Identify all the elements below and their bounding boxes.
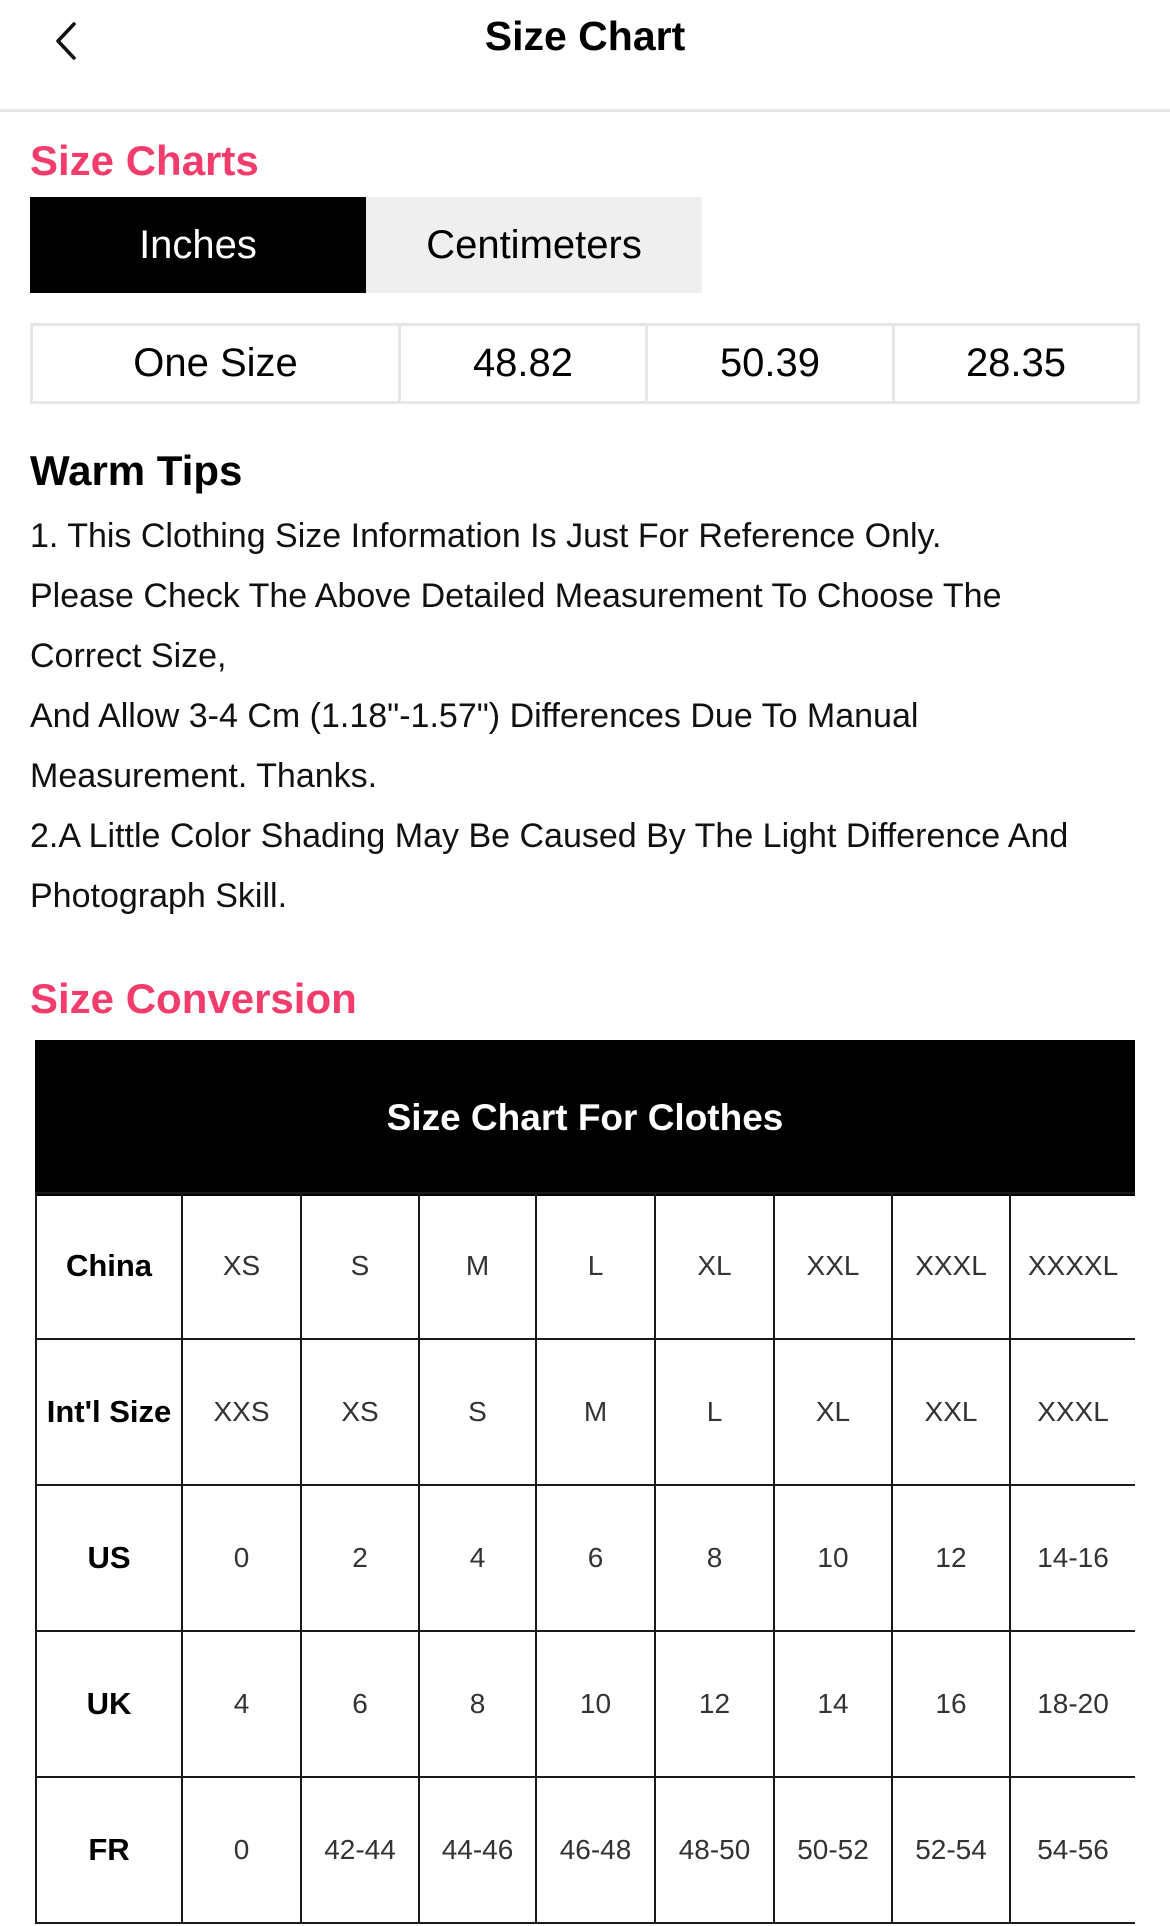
table-cell: XS: [301, 1339, 419, 1485]
page-title: Size Chart: [484, 13, 686, 59]
table-cell: 42-44: [301, 1777, 419, 1923]
table-cell: 2: [301, 1485, 419, 1631]
conversion-table-title: Size Chart For Clothes: [35, 1040, 1135, 1196]
warm-tips-body: [30, 506, 1150, 926]
conversion-table: [35, 1192, 1135, 1924]
tip-line: And Allow 3-4 Cm (1.18"-1.57") Differences Due To Manual: [30, 697, 919, 735]
table-cell: 12: [655, 1631, 774, 1777]
row-header-cell: Int'l Size: [36, 1339, 182, 1485]
table-cell: 54-56: [1010, 1777, 1135, 1923]
top-bar: [0, 0, 1170, 112]
table-cell: XL: [655, 1193, 774, 1339]
table-cell: XS: [182, 1193, 301, 1339]
table-cell: 0: [182, 1485, 301, 1631]
table-cell: XXXXL: [1010, 1193, 1135, 1339]
table-cell: 8: [419, 1631, 536, 1777]
table-cell: XXL: [774, 1193, 892, 1339]
table-cell: 16: [892, 1631, 1010, 1777]
row-header-cell: US: [36, 1485, 182, 1631]
table-cell: 4: [419, 1485, 536, 1631]
table-cell: 52-54: [892, 1777, 1010, 1923]
size-charts-heading: Size Charts: [30, 137, 259, 184]
table-cell: 8: [655, 1485, 774, 1631]
table-cell: M: [536, 1339, 655, 1485]
table-cell: 46-48: [536, 1777, 655, 1923]
measurement-table: [30, 323, 1140, 404]
table-cell: 18-20: [1010, 1631, 1135, 1777]
row-header-cell: UK: [36, 1631, 182, 1777]
table-cell: 50-52: [774, 1777, 892, 1923]
table-row: [36, 1631, 1135, 1777]
size-conversion-chart: [35, 1040, 1135, 1926]
table-row: [36, 1485, 1135, 1631]
table-cell: 48-50: [655, 1777, 774, 1923]
table-cell: 14-16: [1010, 1485, 1135, 1631]
table-cell: 10: [536, 1631, 655, 1777]
tip-line: Measurement. Thanks.: [30, 757, 378, 795]
tip-line: 2.A Little Color Shading May Be Caused By The Light Difference And: [30, 817, 1069, 855]
tip-line: Photograph Skill.: [30, 877, 288, 915]
table-cell: 6: [301, 1631, 419, 1777]
table-cell: S: [419, 1339, 536, 1485]
unit-tabs: [30, 197, 702, 293]
tip-line: Correct Size,: [30, 637, 227, 675]
measurement-cell: 50.39: [648, 326, 895, 401]
tab-inches[interactable]: Inches: [30, 197, 366, 293]
tip-line: Please Check The Above Detailed Measurement To Choose The: [30, 577, 1002, 615]
table-cell: S: [301, 1193, 419, 1339]
table-row: [36, 1339, 1135, 1485]
table-cell: 12: [892, 1485, 1010, 1631]
table-cell: XXXL: [892, 1193, 1010, 1339]
table-cell: M: [419, 1193, 536, 1339]
table-row: [36, 1777, 1135, 1923]
table-cell: 0: [182, 1777, 301, 1923]
tip-line: 1. This Clothing Size Information Is Just For Reference Only.: [30, 517, 942, 555]
table-cell: 10: [774, 1485, 892, 1631]
table-cell: L: [536, 1193, 655, 1339]
table-row: [36, 1193, 1135, 1339]
table-cell: 6: [536, 1485, 655, 1631]
tab-centimeters[interactable]: Centimeters: [366, 197, 702, 293]
row-header-cell: FR: [36, 1777, 182, 1923]
table-cell: XXXL: [1010, 1339, 1135, 1485]
table-cell: 4: [182, 1631, 301, 1777]
measurement-cell: 48.82: [401, 326, 648, 401]
table-cell: XL: [774, 1339, 892, 1485]
table-cell: XXL: [892, 1339, 1010, 1485]
table-cell: 14: [774, 1631, 892, 1777]
size-label-cell: One Size: [33, 326, 401, 401]
measurement-cell: 28.35: [965, 341, 1067, 385]
row-header-cell: China: [36, 1193, 182, 1339]
table-cell: L: [655, 1339, 774, 1485]
table-cell: 44-46: [419, 1777, 536, 1923]
size-conversion-heading: Size Conversion: [30, 975, 357, 1022]
table-cell: XXS: [182, 1339, 301, 1485]
warm-tips-title: Warm Tips: [30, 447, 243, 494]
